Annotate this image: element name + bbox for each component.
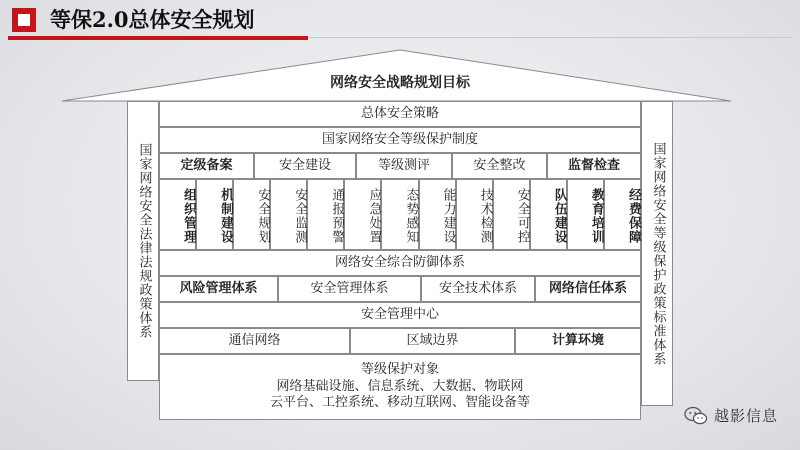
category-2: 等级测评 [356, 153, 452, 179]
objects-line-2: 云平台、工控系统、移动互联网、智能设备等 [269, 395, 530, 411]
measure-column-4: 通报预警 [307, 179, 344, 250]
watermark [684, 405, 778, 426]
measure-column-8: 技术检测 [456, 179, 493, 250]
left-pillar: 国家网络安全法律法规政策体系 [127, 101, 159, 381]
measure-column-11: 教育培训 [567, 179, 604, 250]
wechat-icon [684, 406, 708, 426]
category-4: 监督检查 [547, 153, 641, 179]
roof-label: 网络安全战略规划目标 [330, 75, 470, 91]
measure-column-9: 安全可控 [493, 179, 530, 250]
protection-system: 国家网络安全等级保护制度 [159, 127, 641, 153]
category-3: 安全整改 [452, 153, 547, 179]
measure-column-3: 安全监测 [270, 179, 307, 250]
measure-column-6: 态势感知 [381, 179, 418, 250]
overall-policy: 总体安全策略 [159, 101, 641, 127]
system-1: 安全管理体系 [278, 276, 421, 302]
system-2: 安全技术体系 [421, 276, 535, 302]
system-0: 风险管理体系 [159, 276, 278, 302]
measure-column-2: 安全规划 [233, 179, 270, 250]
watermark-text: 越影信息 [713, 407, 778, 425]
security-management-center: 安全管理中心 [159, 302, 641, 328]
network-1: 区域边界 [350, 328, 515, 354]
category-0: 定级备案 [159, 153, 254, 179]
objects-line-1: 网络基础设施、信息系统、大数据、物联网 [276, 378, 524, 394]
defense-system: 网络安全综合防御体系 [159, 250, 641, 276]
page-title: 等保2.0总体安全规划 [50, 7, 255, 32]
measure-column-7: 能力建设 [419, 179, 456, 250]
measure-column-10: 队伍建设 [530, 179, 567, 250]
measure-column-5: 应急处置 [344, 179, 381, 250]
measure-column-0: 组织管理 [159, 179, 196, 250]
roof-outline [0, 0, 800, 110]
network-2: 计算环境 [515, 328, 641, 354]
objects-title: 等级保护对象 [360, 361, 439, 377]
network-0: 通信网络 [159, 328, 350, 354]
right-pillar: 国家网络安全等级保护政策标准体系 [641, 101, 673, 406]
protection-objects [159, 354, 641, 420]
category-1: 安全建设 [254, 153, 356, 179]
measure-column-1: 机制建设 [196, 179, 233, 250]
system-3: 网络信任体系 [535, 276, 641, 302]
measure-column-12: 经费保障 [604, 179, 641, 250]
